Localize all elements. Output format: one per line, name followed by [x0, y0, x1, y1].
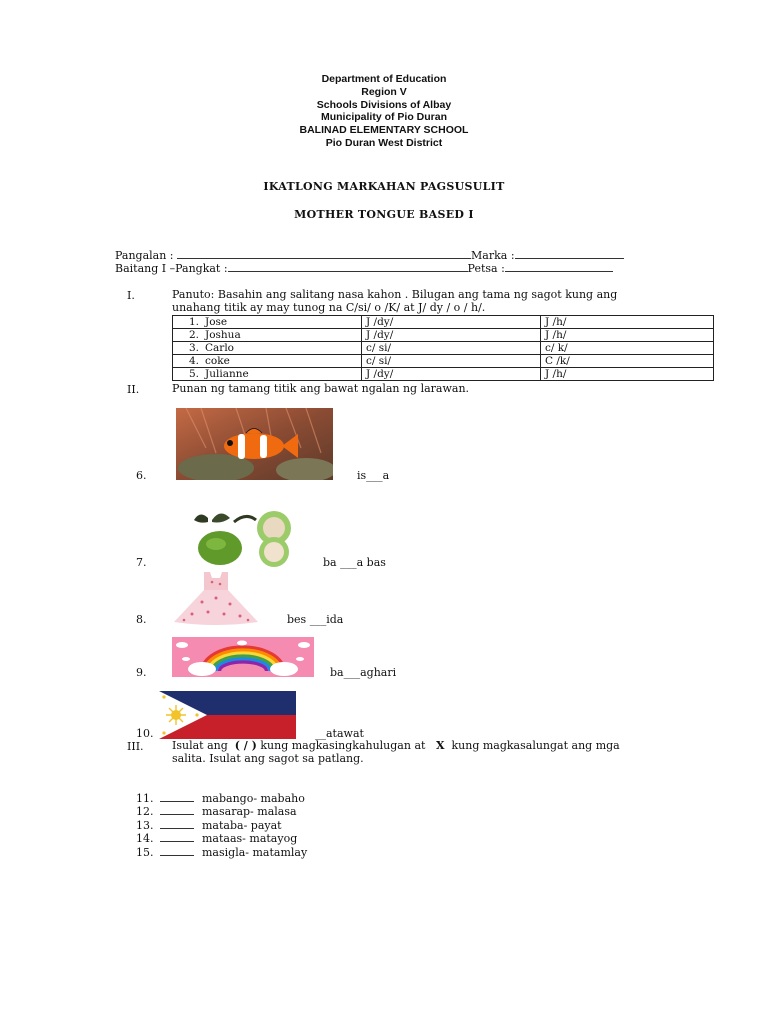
list-item: 12. masarap- malasa [136, 805, 297, 819]
word-cell: 2. Joshua [173, 329, 362, 342]
item-7-number: 7. [136, 556, 147, 569]
part3-instruction: Isulat ang ( / ) kung magkasingkahulugan at X kung magkasalungat ang mga salita. Isulat ang sagot sa patlang. [172, 739, 620, 765]
table-row [173, 355, 714, 368]
option-cell[interactable]: J /dy/ [362, 368, 541, 381]
header-line-region: Region V [361, 85, 407, 98]
answer-blank[interactable] [160, 805, 194, 815]
option-cell[interactable]: c/ si/ [362, 342, 541, 355]
list-item: 13. mataba- payat [136, 818, 282, 832]
exam-title: IKATLONG MARKAHAN PAGSUSULIT [263, 180, 505, 193]
word-cell: 5. Julianne [173, 368, 362, 381]
word-cell: 1. Jose [173, 316, 362, 329]
option-cell[interactable]: J /dy/ [362, 329, 541, 342]
clownfish-image [176, 408, 333, 480]
pangalan-label: Pangalan : [115, 249, 174, 262]
option-cell[interactable]: J /h/ [541, 329, 714, 342]
school-header [0, 73, 768, 150]
answer-blank[interactable] [160, 832, 194, 842]
word-table [172, 315, 714, 381]
option-cell[interactable]: J /h/ [541, 316, 714, 329]
part2-roman: II. [127, 383, 140, 396]
list-item: 14. mataas- matayog [136, 832, 298, 846]
table-row [173, 316, 714, 329]
answer-blank[interactable] [160, 846, 194, 856]
x-symbol: X [435, 739, 445, 752]
part2-instruction: Punan ng tamang titik ang bawat ngalan ng larawan. [172, 382, 470, 395]
item-8-number: 8. [136, 613, 147, 626]
petsa-blank[interactable] [505, 262, 613, 272]
guava-image [190, 508, 300, 568]
option-cell[interactable]: J /h/ [541, 368, 714, 381]
header-line-municipality: Municipality of Pio Duran [320, 111, 447, 124]
word-cell: 4. coke [173, 355, 362, 368]
header-line-school: BALINAD ELEMENTARY SCHOOL [299, 124, 469, 137]
option-cell[interactable]: J /dy/ [362, 316, 541, 329]
grade-line [115, 262, 613, 275]
rainbow-image [172, 637, 314, 677]
table-row [173, 329, 714, 342]
synonym-antonym-list [136, 792, 307, 859]
item-6-text: is___a [357, 469, 390, 482]
answer-blank[interactable] [160, 819, 194, 829]
item-9-text: ba___aghari [330, 666, 397, 679]
option-cell[interactable]: c/ si/ [362, 355, 541, 368]
item-6-number: 6. [136, 469, 147, 482]
table-row [173, 342, 714, 355]
item-8-text: bes ___ida [287, 613, 344, 626]
header-line-division: Schools Divisions of Albay [316, 98, 452, 111]
list-item: 15. masigla- matamlay [136, 845, 308, 859]
baitang-label: Baitang I –Pangkat : [115, 262, 228, 275]
marka-blank[interactable] [515, 249, 624, 259]
header-line-district: Pio Duran West District [325, 136, 443, 149]
item-10-number: 10. [136, 727, 154, 740]
philippine-flag-image [159, 691, 296, 739]
dress-image [172, 568, 260, 626]
item-7-text: ba ___a bas [323, 556, 386, 569]
option-cell[interactable]: C /k/ [541, 355, 714, 368]
table-row [173, 368, 714, 381]
option-cell[interactable]: c/ k/ [541, 342, 714, 355]
marka-label: Marka : [471, 249, 515, 262]
list-item: 11. mabango- mabaho [136, 792, 305, 805]
item-10-text: __atawat [315, 727, 364, 740]
item-9-number: 9. [136, 666, 147, 679]
part1-roman: I. [127, 289, 135, 302]
check-symbol: ( / ) [234, 739, 257, 752]
pangkat-blank[interactable] [228, 262, 468, 272]
word-cell: 3. Carlo [173, 342, 362, 355]
part3-roman: III. [127, 740, 144, 753]
name-line [115, 249, 624, 262]
part1-instruction: Panuto: Basahin ang salitang nasa kahon . Bilugan ang tama ng sagot kung ang unahang titik ay may tunog na C/si/ o /K/ at J/ dy / o / h/. [172, 288, 618, 314]
subject-title: MOTHER TONGUE BASED I [294, 208, 474, 221]
header-line-department: Department of Education [321, 73, 447, 85]
answer-blank[interactable] [160, 792, 194, 802]
petsa-label: Petsa : [467, 262, 505, 275]
pangalan-blank[interactable] [177, 249, 471, 259]
